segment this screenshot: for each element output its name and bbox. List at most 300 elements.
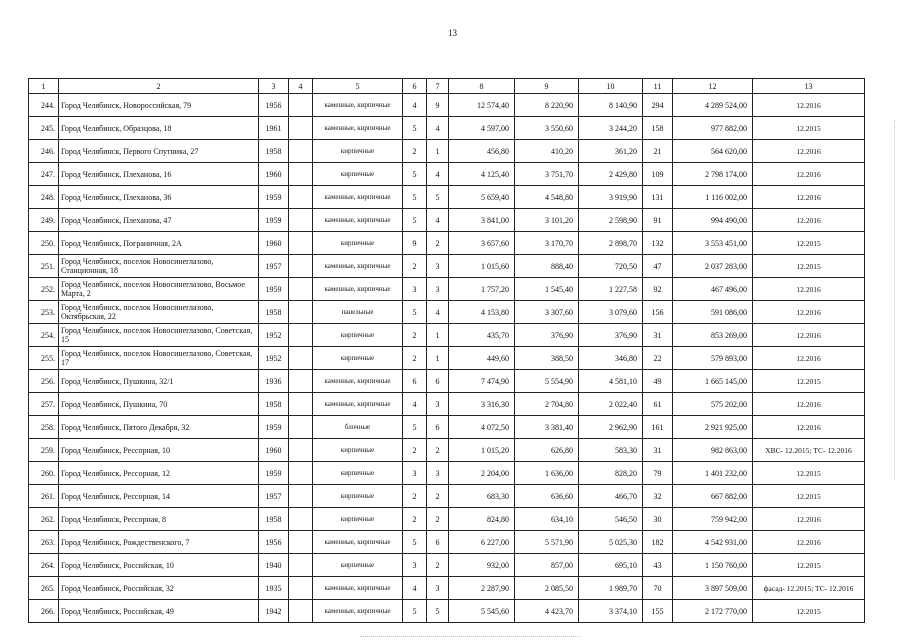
build-year-cell: 1957 xyxy=(259,485,289,508)
entrances-cell: 2 xyxy=(427,232,449,255)
column-4-cell xyxy=(289,163,313,186)
build-year-cell: 1959 xyxy=(259,278,289,301)
column-number: 9 xyxy=(515,79,579,94)
wall-material-cell: кирпичные xyxy=(313,232,403,255)
address-cell: Город Челябинск, поселок Новосинеглазово, Восьмое Марта, 2 xyxy=(59,278,259,301)
column-4-cell xyxy=(289,140,313,163)
area-cell: 5 554,90 xyxy=(515,370,579,393)
area-cell: 3 244,20 xyxy=(579,117,643,140)
area-cell: 3 919,90 xyxy=(579,186,643,209)
area-cell: 376,90 xyxy=(579,324,643,347)
build-year-cell: 1958 xyxy=(259,508,289,531)
area-cell: 361,20 xyxy=(579,140,643,163)
wall-material-cell: кирпичные xyxy=(313,163,403,186)
floors-cell: 5 xyxy=(403,186,427,209)
total-area-cell: 1 015,20 xyxy=(449,439,515,462)
total-area-cell: 1 015,60 xyxy=(449,255,515,278)
residents-cell: 161 xyxy=(643,416,673,439)
total-area-cell: 4 597,00 xyxy=(449,117,515,140)
deadline-cell: 12.2016 xyxy=(753,508,865,531)
row-number-cell: 253. xyxy=(29,301,59,324)
area-cell: 3 170,70 xyxy=(515,232,579,255)
area-cell: 2 085,50 xyxy=(515,577,579,600)
deadline-cell: 12.2016 xyxy=(753,94,865,117)
row-number-cell: 250. xyxy=(29,232,59,255)
floors-cell: 2 xyxy=(403,508,427,531)
address-cell: Город Челябинск, Плеханова, 47 xyxy=(59,209,259,232)
area-cell: 2 962,90 xyxy=(579,416,643,439)
build-year-cell: 1942 xyxy=(259,600,289,623)
repair-cost-cell: 2 037 283,00 xyxy=(673,255,753,278)
column-number: 2 xyxy=(59,79,259,94)
table-body xyxy=(29,94,865,623)
entrances-cell: 2 xyxy=(427,508,449,531)
entrances-cell: 4 xyxy=(427,163,449,186)
residents-cell: 158 xyxy=(643,117,673,140)
row-number-cell: 266. xyxy=(29,600,59,623)
row-number-cell: 249. xyxy=(29,209,59,232)
wall-material-cell: каменные, кирпичные xyxy=(313,393,403,416)
area-cell: 5 571,90 xyxy=(515,531,579,554)
total-area-cell: 3 657,60 xyxy=(449,232,515,255)
row-number-cell: 258. xyxy=(29,416,59,439)
area-cell: 4 548,80 xyxy=(515,186,579,209)
wall-material-cell: блочные xyxy=(313,416,403,439)
column-number: 8 xyxy=(449,79,515,94)
scan-bottom-mark xyxy=(360,636,580,637)
floors-cell: 4 xyxy=(403,393,427,416)
column-4-cell xyxy=(289,554,313,577)
wall-material-cell: каменные, кирпичные xyxy=(313,117,403,140)
area-cell: 3 550,60 xyxy=(515,117,579,140)
residents-cell: 132 xyxy=(643,232,673,255)
wall-material-cell: кирпичные xyxy=(313,324,403,347)
repair-cost-cell: 982 863,00 xyxy=(673,439,753,462)
row-number-cell: 262. xyxy=(29,508,59,531)
row-number-cell: 247. xyxy=(29,163,59,186)
repair-cost-cell: 2 921 925,00 xyxy=(673,416,753,439)
repair-cost-cell: 575 202,00 xyxy=(673,393,753,416)
repair-cost-cell: 579 893,00 xyxy=(673,347,753,370)
wall-material-cell: кирпичные xyxy=(313,554,403,577)
table-row xyxy=(29,554,865,577)
entrances-cell: 6 xyxy=(427,416,449,439)
column-4-cell xyxy=(289,324,313,347)
address-cell: Город Челябинск, Российская, 10 xyxy=(59,554,259,577)
address-cell: Город Челябинск, Новороссийская, 79 xyxy=(59,94,259,117)
deadline-cell: 12.2015 xyxy=(753,485,865,508)
table-row xyxy=(29,209,865,232)
residents-cell: 31 xyxy=(643,439,673,462)
table-row xyxy=(29,140,865,163)
column-number: 7 xyxy=(427,79,449,94)
column-4-cell xyxy=(289,255,313,278)
row-number-cell: 263. xyxy=(29,531,59,554)
area-cell: 3 079,60 xyxy=(579,301,643,324)
floors-cell: 5 xyxy=(403,117,427,140)
wall-material-cell: каменные, кирпичные xyxy=(313,600,403,623)
address-cell: Город Челябинск, Российская, 49 xyxy=(59,600,259,623)
residents-cell: 155 xyxy=(643,600,673,623)
floors-cell: 9 xyxy=(403,232,427,255)
floors-cell: 5 xyxy=(403,416,427,439)
area-cell: 3 751,70 xyxy=(515,163,579,186)
area-cell: 410,20 xyxy=(515,140,579,163)
repair-cost-cell: 2 798 174,00 xyxy=(673,163,753,186)
deadline-cell: 12.2016 xyxy=(753,209,865,232)
area-cell: 8 140,90 xyxy=(579,94,643,117)
column-4-cell xyxy=(289,347,313,370)
area-cell: 828,20 xyxy=(579,462,643,485)
entrances-cell: 2 xyxy=(427,554,449,577)
column-4-cell xyxy=(289,577,313,600)
column-4-cell xyxy=(289,600,313,623)
area-cell: 695,10 xyxy=(579,554,643,577)
column-number: 3 xyxy=(259,79,289,94)
floors-cell: 5 xyxy=(403,600,427,623)
entrances-cell: 5 xyxy=(427,186,449,209)
entrances-cell: 3 xyxy=(427,462,449,485)
row-number-cell: 251. xyxy=(29,255,59,278)
entrances-cell: 9 xyxy=(427,94,449,117)
build-year-cell: 1936 xyxy=(259,370,289,393)
area-cell: 857,00 xyxy=(515,554,579,577)
column-4-cell xyxy=(289,531,313,554)
wall-material-cell: каменные, кирпичные xyxy=(313,370,403,393)
row-number-cell: 244. xyxy=(29,94,59,117)
floors-cell: 5 xyxy=(403,531,427,554)
area-cell: 388,50 xyxy=(515,347,579,370)
repair-cost-cell: 667 882,00 xyxy=(673,485,753,508)
total-area-cell: 12 574,40 xyxy=(449,94,515,117)
table-row xyxy=(29,439,865,462)
floors-cell: 2 xyxy=(403,485,427,508)
build-year-cell: 1958 xyxy=(259,301,289,324)
address-cell: Город Челябинск, Российская, 32 xyxy=(59,577,259,600)
deadline-cell: 12.2015 xyxy=(753,554,865,577)
column-number: 4 xyxy=(289,79,313,94)
area-cell: 5 025,30 xyxy=(579,531,643,554)
deadline-cell: 12.2016 xyxy=(753,186,865,209)
entrances-cell: 6 xyxy=(427,370,449,393)
repair-cost-cell: 759 942,00 xyxy=(673,508,753,531)
total-area-cell: 4 153,80 xyxy=(449,301,515,324)
address-cell: Город Челябинск, Плеханова, 16 xyxy=(59,163,259,186)
total-area-cell: 5 659,40 xyxy=(449,186,515,209)
entrances-cell: 3 xyxy=(427,577,449,600)
build-year-cell: 1959 xyxy=(259,416,289,439)
total-area-cell: 5 545,60 xyxy=(449,600,515,623)
deadline-cell: 12.2016 xyxy=(753,140,865,163)
repair-cost-cell: 1 150 760,00 xyxy=(673,554,753,577)
residents-cell: 43 xyxy=(643,554,673,577)
column-4-cell xyxy=(289,209,313,232)
total-area-cell: 7 474,90 xyxy=(449,370,515,393)
repair-cost-cell: 2 172 770,00 xyxy=(673,600,753,623)
area-cell: 2 898,70 xyxy=(579,232,643,255)
area-cell: 2 598,90 xyxy=(579,209,643,232)
deadline-cell: 12.2015 xyxy=(753,600,865,623)
area-cell: 636,60 xyxy=(515,485,579,508)
deadline-cell: 12.2015 xyxy=(753,232,865,255)
floors-cell: 4 xyxy=(403,94,427,117)
area-cell: 3 307,60 xyxy=(515,301,579,324)
build-year-cell: 1961 xyxy=(259,117,289,140)
build-year-cell: 1960 xyxy=(259,163,289,186)
row-number-cell: 252. xyxy=(29,278,59,301)
row-number-cell: 248. xyxy=(29,186,59,209)
table-row xyxy=(29,462,865,485)
residents-cell: 156 xyxy=(643,301,673,324)
column-4-cell xyxy=(289,508,313,531)
table-row xyxy=(29,94,865,117)
area-cell: 376,90 xyxy=(515,324,579,347)
build-year-cell: 1956 xyxy=(259,531,289,554)
wall-material-cell: панельные xyxy=(313,301,403,324)
repair-cost-cell: 3 553 451,00 xyxy=(673,232,753,255)
address-cell: Город Челябинск, поселок Новосинеглазово, Станционная, 18 xyxy=(59,255,259,278)
total-area-cell: 456,80 xyxy=(449,140,515,163)
total-area-cell: 435,70 xyxy=(449,324,515,347)
total-area-cell: 4 072,50 xyxy=(449,416,515,439)
wall-material-cell: каменные, кирпичные xyxy=(313,255,403,278)
wall-material-cell: каменные, кирпичные xyxy=(313,209,403,232)
wall-material-cell: каменные, кирпичные xyxy=(313,278,403,301)
column-4-cell xyxy=(289,485,313,508)
column-number: 1 xyxy=(29,79,59,94)
housing-registry-table xyxy=(28,78,865,623)
table-row xyxy=(29,577,865,600)
table-row xyxy=(29,600,865,623)
deadline-cell: 12.2016 xyxy=(753,393,865,416)
residents-cell: 32 xyxy=(643,485,673,508)
entrances-cell: 3 xyxy=(427,255,449,278)
column-4-cell xyxy=(289,393,313,416)
address-cell: Город Челябинск, поселок Новосинеглазово, Октябрьская, 22 xyxy=(59,301,259,324)
deadline-cell: 12.2016 xyxy=(753,301,865,324)
column-number: 6 xyxy=(403,79,427,94)
column-4-cell xyxy=(289,462,313,485)
total-area-cell: 1 757,20 xyxy=(449,278,515,301)
wall-material-cell: каменные, кирпичные xyxy=(313,531,403,554)
area-cell: 626,80 xyxy=(515,439,579,462)
table-row xyxy=(29,393,865,416)
entrances-cell: 1 xyxy=(427,347,449,370)
column-number: 12 xyxy=(673,79,753,94)
table-row xyxy=(29,186,865,209)
area-cell: 888,40 xyxy=(515,255,579,278)
floors-cell: 5 xyxy=(403,209,427,232)
total-area-cell: 824,80 xyxy=(449,508,515,531)
residents-cell: 131 xyxy=(643,186,673,209)
total-area-cell: 683,30 xyxy=(449,485,515,508)
address-cell: Город Челябинск, Пограничная, 2А xyxy=(59,232,259,255)
floors-cell: 3 xyxy=(403,554,427,577)
address-cell: Город Челябинск, поселок Новосинеглазово, Советская, 15 xyxy=(59,324,259,347)
row-number-cell: 254. xyxy=(29,324,59,347)
entrances-cell: 1 xyxy=(427,324,449,347)
row-number-cell: 255. xyxy=(29,347,59,370)
table-row xyxy=(29,531,865,554)
address-cell: Город Челябинск, поселок Новосинеглазово, Советская, 17 xyxy=(59,347,259,370)
residents-cell: 61 xyxy=(643,393,673,416)
table-row xyxy=(29,301,865,324)
table-row xyxy=(29,485,865,508)
residents-cell: 22 xyxy=(643,347,673,370)
residents-cell: 21 xyxy=(643,140,673,163)
area-cell: 1 227,58 xyxy=(579,278,643,301)
deadline-cell: 12.2016 xyxy=(753,416,865,439)
entrances-cell: 4 xyxy=(427,117,449,140)
entrances-cell: 4 xyxy=(427,301,449,324)
repair-cost-cell: 853 269,00 xyxy=(673,324,753,347)
deadline-cell: 12.2016 xyxy=(753,347,865,370)
floors-cell: 2 xyxy=(403,324,427,347)
total-area-cell: 932,00 xyxy=(449,554,515,577)
area-cell: 4 581,10 xyxy=(579,370,643,393)
table-row xyxy=(29,278,865,301)
total-area-cell: 3 841,00 xyxy=(449,209,515,232)
address-cell: Город Челябинск, Первого Спутника, 27 xyxy=(59,140,259,163)
build-year-cell: 1935 xyxy=(259,577,289,600)
floors-cell: 6 xyxy=(403,370,427,393)
column-number-row xyxy=(29,79,865,94)
build-year-cell: 1952 xyxy=(259,324,289,347)
floors-cell: 2 xyxy=(403,439,427,462)
address-cell: Город Челябинск, Пятого Декабря, 32 xyxy=(59,416,259,439)
area-cell: 1 989,70 xyxy=(579,577,643,600)
repair-cost-cell: 564 620,00 xyxy=(673,140,753,163)
floors-cell: 3 xyxy=(403,278,427,301)
address-cell: Город Челябинск, Образцова, 18 xyxy=(59,117,259,140)
deadline-cell: 12.2015 xyxy=(753,255,865,278)
column-number: 10 xyxy=(579,79,643,94)
row-number-cell: 264. xyxy=(29,554,59,577)
residents-cell: 79 xyxy=(643,462,673,485)
floors-cell: 5 xyxy=(403,163,427,186)
repair-cost-cell: 1 116 002,00 xyxy=(673,186,753,209)
deadline-cell: 12.2016 xyxy=(753,531,865,554)
area-cell: 3 381,40 xyxy=(515,416,579,439)
column-4-cell xyxy=(289,301,313,324)
row-number-cell: 265. xyxy=(29,577,59,600)
residents-cell: 49 xyxy=(643,370,673,393)
column-4-cell xyxy=(289,117,313,140)
address-cell: Город Челябинск, Рессорная, 12 xyxy=(59,462,259,485)
column-4-cell xyxy=(289,232,313,255)
row-number-cell: 256. xyxy=(29,370,59,393)
column-4-cell xyxy=(289,278,313,301)
address-cell: Город Челябинск, Рессорная, 14 xyxy=(59,485,259,508)
wall-material-cell: каменные, кирпичные xyxy=(313,577,403,600)
residents-cell: 31 xyxy=(643,324,673,347)
deadline-cell: ХВС- 12.2015; ТС- 12.2016 xyxy=(753,439,865,462)
wall-material-cell: кирпичные xyxy=(313,485,403,508)
address-cell: Город Челябинск, Пушкина, 32/1 xyxy=(59,370,259,393)
area-cell: 1 636,00 xyxy=(515,462,579,485)
deadline-cell: 12.2016 xyxy=(753,278,865,301)
page-number: 13 xyxy=(448,28,457,38)
area-cell: 466,70 xyxy=(579,485,643,508)
deadline-cell: 12.2016 xyxy=(753,163,865,186)
wall-material-cell: кирпичные xyxy=(313,508,403,531)
column-number: 11 xyxy=(643,79,673,94)
deadline-cell: 12.2015 xyxy=(753,370,865,393)
table-row xyxy=(29,255,865,278)
row-number-cell: 260. xyxy=(29,462,59,485)
entrances-cell: 5 xyxy=(427,600,449,623)
row-number-cell: 245. xyxy=(29,117,59,140)
total-area-cell: 6 227,00 xyxy=(449,531,515,554)
area-cell: 2 022,40 xyxy=(579,393,643,416)
residents-cell: 109 xyxy=(643,163,673,186)
area-cell: 4 423,70 xyxy=(515,600,579,623)
entrances-cell: 4 xyxy=(427,209,449,232)
area-cell: 1 545,40 xyxy=(515,278,579,301)
repair-cost-cell: 1 401 232,00 xyxy=(673,462,753,485)
table-header xyxy=(29,79,865,94)
build-year-cell: 1958 xyxy=(259,140,289,163)
repair-cost-cell: 994 490,00 xyxy=(673,209,753,232)
area-cell: 3 374,10 xyxy=(579,600,643,623)
row-number-cell: 261. xyxy=(29,485,59,508)
build-year-cell: 1957 xyxy=(259,255,289,278)
repair-cost-cell: 591 086,00 xyxy=(673,301,753,324)
build-year-cell: 1959 xyxy=(259,209,289,232)
repair-cost-cell: 467 496,00 xyxy=(673,278,753,301)
deadline-cell: фасад- 12.2015; ТС- 12.2016 xyxy=(753,577,865,600)
area-cell: 346,80 xyxy=(579,347,643,370)
row-number-cell: 259. xyxy=(29,439,59,462)
repair-cost-cell: 4 542 931,00 xyxy=(673,531,753,554)
column-4-cell xyxy=(289,94,313,117)
floors-cell: 2 xyxy=(403,255,427,278)
entrances-cell: 2 xyxy=(427,439,449,462)
total-area-cell: 2 204,00 xyxy=(449,462,515,485)
floors-cell: 5 xyxy=(403,301,427,324)
repair-cost-cell: 3 897 509,00 xyxy=(673,577,753,600)
area-cell: 546,50 xyxy=(579,508,643,531)
area-cell: 583,30 xyxy=(579,439,643,462)
wall-material-cell: кирпичные xyxy=(313,439,403,462)
total-area-cell: 4 125,40 xyxy=(449,163,515,186)
wall-material-cell: кирпичные xyxy=(313,140,403,163)
table-row xyxy=(29,347,865,370)
row-number-cell: 246. xyxy=(29,140,59,163)
residents-cell: 92 xyxy=(643,278,673,301)
entrances-cell: 3 xyxy=(427,393,449,416)
address-cell: Город Челябинск, Рождественского, 7 xyxy=(59,531,259,554)
entrances-cell: 6 xyxy=(427,531,449,554)
residents-cell: 182 xyxy=(643,531,673,554)
address-cell: Город Челябинск, Пушкина, 70 xyxy=(59,393,259,416)
deadline-cell: 12.2015 xyxy=(753,462,865,485)
deadline-cell: 12.2016 xyxy=(753,324,865,347)
repair-cost-cell: 4 289 524,00 xyxy=(673,94,753,117)
address-cell: Город Челябинск, Плеханова, 36 xyxy=(59,186,259,209)
column-4-cell xyxy=(289,186,313,209)
residents-cell: 70 xyxy=(643,577,673,600)
row-number-cell: 257. xyxy=(29,393,59,416)
residents-cell: 30 xyxy=(643,508,673,531)
entrances-cell: 1 xyxy=(427,140,449,163)
floors-cell: 3 xyxy=(403,462,427,485)
deadline-cell: 12.2015 xyxy=(753,117,865,140)
table-row xyxy=(29,117,865,140)
build-year-cell: 1959 xyxy=(259,186,289,209)
column-4-cell xyxy=(289,416,313,439)
column-number: 5 xyxy=(313,79,403,94)
